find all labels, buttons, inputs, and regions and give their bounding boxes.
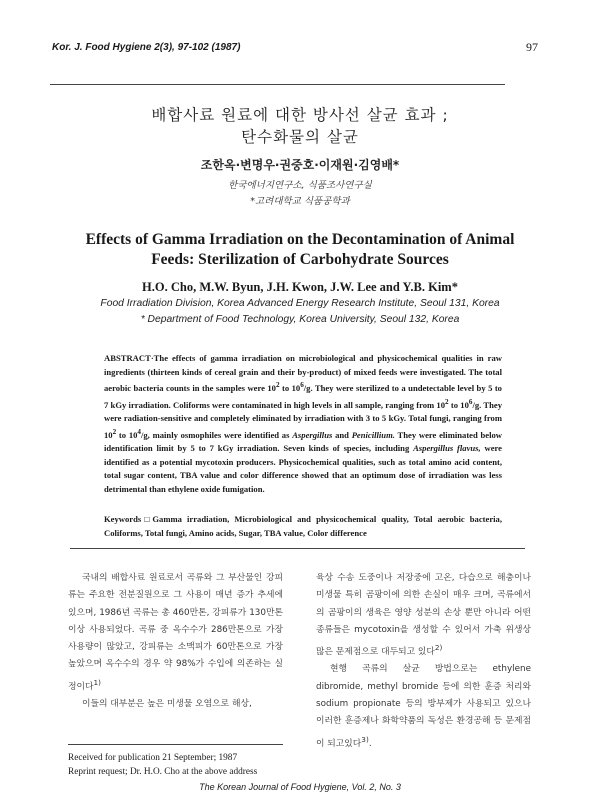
english-authors: H.O. Cho, M.W. Byun, J.H. Kwon, J.W. Lee and Y.B. Kim* [142, 280, 458, 294]
abstract: ABSTRACT·The effects of gamma irradiation on microbiological and physicochemical qualities in raw ingredients (thirteen kinds of cereal grain and their by-product) of mixed feeds were investigated. The total aerobic bacteria counts in the samples were $10^2$ to $10^6/g$. They were sterilized to a undetectable level by 5 to 7 kGy irradiation. Coliforms were contaminated in high levels in all sample, ranging from $10^2$ to $10^6/g$. They were radiation-sensitive and completely eliminated by irradiation with 3 to 5 kGy. Total fungi, ranging from $10^2$ to $10^4/g$, mainly osmophiles were identified as Aspergillus and Penicillium. They were eliminated below identification limit by 5 to 7 kGy irradiation. Seven kinds of species, including Aspergillus flavus, were identified as a potential mycotoxin producers. Physicochemical qualities, such as total amino acid content, total sugar content, TBA value and color difference showed that an optimum dose of irradiation was less detrimental than ethylene oxide fumigation. [104, 353, 503, 494]
english-affiliation-2: * Department of Food Technology, Korea University, Seoul 132, Korea [140, 314, 460, 325]
body-column-right [316, 570, 531, 753]
page-number: 97 [526, 40, 538, 54]
korean-authors: 조한옥·변명우·권중호·이재원·김영배* [200, 158, 400, 172]
english-title-line1: Effects of Gamma Irradiation on the Decontamination of Animal [85, 231, 515, 248]
footnote [68, 751, 308, 779]
body-paragraph: 육상 수송 도중이나 저장중에 고온, 다습으로 해충이나 미생물 특히 곰팡이에 의한 손실이 매우 크며, 곡류에서의 곰팡이의 생육은 영양 성분의 손상 뿐만 아니라 어떤 종류들은 mycotoxin을 생성할 수 있어서 가축 위생상 많은 문제점으로 대두되고 있다$^{2)}$ [316, 573, 531, 658]
english-title-line2: Feeds: Sterilization of Carbohydrate Sources [151, 251, 449, 268]
reprint-request: Reprint request; Dr. H.O. Cho at the above address [68, 767, 258, 777]
body-column-left [68, 570, 283, 713]
body-paragraph: 이들의 대부분은 높은 미생물 오염으로 해상, [82, 699, 252, 709]
header-rule [50, 84, 505, 85]
korean-title-line2: 탄수화물의 살균 [241, 128, 359, 146]
keywords-rule [70, 548, 525, 549]
keywords-text: Gamma irradiation, Microbiological and physicochemical quality, Total aerobic bacteria, Coliforms, Total fungi, Amino acids, Sugar, TBA value, Color difference [104, 514, 502, 538]
korean-affiliation-2: *고려대학교 식품공학과 [250, 196, 350, 207]
body-paragraph: 국내의 배합사료 원료로서 곡류와 그 부산물인 강피류는 주요한 전분질원으로 그 사용이 매년 증가 추세에 있으며, 1986년 곡류는 총 460만톤, 강피류가 130만톤 이상 사용되었다. 곡류 중 옥수수가 286만톤으로 가장 사용량이 많았고, 강피류는 소맥피가 60만톤으로 가장 높았으며 옥수수의 경우 약 98%가 수입에 의존하는 실정이다$^{1)}$ [68, 573, 283, 692]
korean-title-line1: 배합사료 원료에 대한 방사선 살균 효과 ; [151, 106, 449, 124]
body-paragraph: 현행 곡류의 살균 방법으로는 ethylene dibromide, methyl bromide 등에 의한 훈증 처리와 sodium propionate 등의 방부제가 사용되고 있으나 이러한 훈증제나 화학약품의 독성은 환경공해 등 문제점이 되고있다$^{3)}$. [316, 664, 531, 749]
english-affiliation-1: Food Irradiation Division, Korea Advanced Energy Research Institute, Seoul 131, Korea [100, 298, 500, 309]
footnote-rule [68, 744, 283, 745]
abstract-label: ABSTRACT [104, 353, 151, 363]
received-date: Received for publication 21 September; 1987 [68, 753, 238, 763]
page-footer: The Korean Journal of Food Hygiene, Vol. 2, No. 3 [199, 782, 401, 792]
korean-affiliation-1: 한국에너지연구소, 식품조사연구실 [228, 180, 372, 191]
keywords-label: Keywords□ [104, 514, 153, 524]
keywords [104, 513, 502, 540]
journal-citation: Kor. J. Food Hygiene 2(3), 97-102 (1987) [52, 42, 241, 53]
